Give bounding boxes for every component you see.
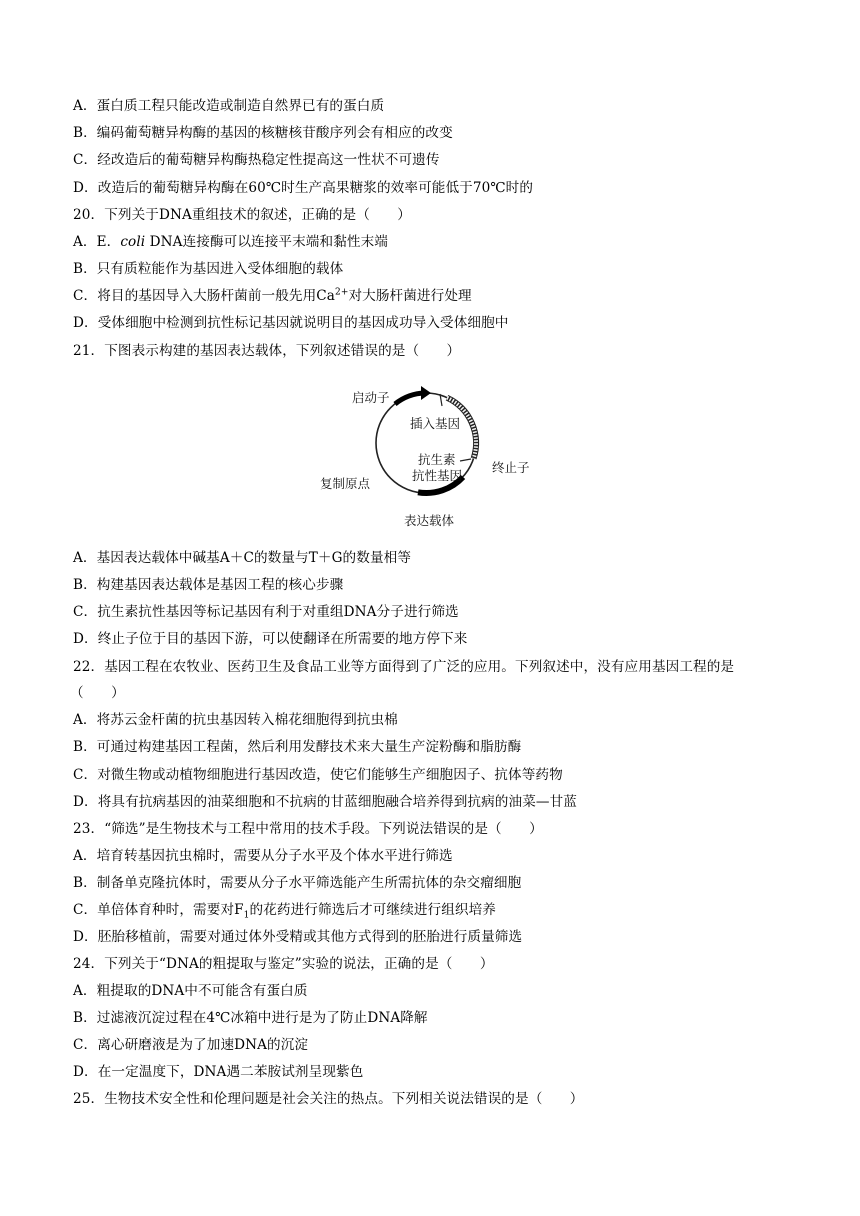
q23-option-a: A．培育转基因抗虫棉时，需要从分子水平及个体水平进行筛选 (73, 848, 453, 864)
promoter-band (395, 393, 425, 404)
label-resistance-line1: 抗生素 (418, 452, 456, 467)
q20-option-a (73, 232, 388, 252)
q22-stem-continuation: （ ） (70, 685, 125, 701)
label-insert-gene: 插入基因 (410, 416, 461, 431)
q22-option-d: D．将具有抗病基因的油菜细胞和不抗病的甘蓝细胞融合培养得到抗病的油菜—甘蓝 (73, 794, 577, 810)
q22-stem: 22．基因工程在农牧业、医药卫生及食品工业等方面得到了广泛的应用。下列叙述中，没有应用基因工程的是 (73, 659, 735, 675)
q23-option-c (73, 900, 496, 920)
q19-option-d: D．改造后的葡萄糖异构酶在60℃时生产高果糖浆的效率可能低于70℃时的 (73, 180, 534, 196)
q20-a-italic: coli (120, 234, 146, 250)
q21-option-c: C．抗生素抗性基因等标记基因有利于对重组DNA分子进行筛选 (73, 604, 459, 620)
q19-option-b: B．编码葡萄糖异构酶的基因的核糖核苷酸序列会有相应的改变 (73, 125, 453, 141)
q24-option-d: D．在一定温度下，DNA遇二苯胺试剂呈现紫色 (73, 1064, 364, 1080)
q22-option-a: A．将苏云金杆菌的抗虫基因转入棉花细胞得到抗虫棉 (73, 712, 398, 728)
q25-stem: 25．生物技术安全性和伦理问题是社会关注的热点。下列相关说法错误的是（ ） (73, 1091, 584, 1107)
q23-c-prefix: C．单倍体育种时，需要对F (73, 902, 244, 918)
q20-c-superscript: 2+ (335, 287, 349, 298)
q21-option-b: B．构建基因表达载体是基因工程的核心步骤 (73, 577, 344, 593)
q22-option-c: C．对微生物或动植物细胞进行基因改造，使它们能够生产细胞因子、抗体等药物 (73, 767, 563, 783)
q23-c-suffix: 的花药进行筛选后才可继续进行组织培养 (249, 902, 496, 918)
label-terminator: 终止子 (492, 460, 530, 475)
q19-option-a: A．蛋白质工程只能改造或制造自然界已有的蛋白质 (73, 98, 385, 114)
q20-option-b: B．只有质粒能作为基因进入受体细胞的载体 (73, 261, 344, 277)
promoter-arrow-icon (421, 386, 431, 400)
expression-vector-diagram (300, 382, 560, 532)
q24-option-a: A．粗提取的DNA中不可能含有蛋白质 (73, 983, 308, 999)
q20-c-suffix: 对大肠杆菌进行处理 (348, 288, 472, 304)
q24-stem: 24．下列关于“DNA的粗提取与鉴定”实验的说法，正确的是（ ） (73, 956, 494, 972)
q21-stem: 21．下图表示构建的基因表达载体，下列叙述错误的是（ ） (73, 343, 461, 359)
q20-a-suffix: DNA连接酶可以连接平末端和黏性末端 (145, 234, 388, 250)
q22-option-b: B．可通过构建基因工程菌，然后利用发酵技术来大量生产淀粉酶和脂肪酶 (73, 739, 522, 755)
q24-option-b: B．过滤液沉淀过程在4℃冰箱中进行是为了防止DNA降解 (73, 1010, 428, 1026)
label-promoter: 启动子 (352, 390, 390, 405)
q23-option-d: D．胚胎移植前，需要对通过体外受精或其他方式得到的胚胎进行质量筛选 (73, 929, 523, 945)
q23-stem: 23．“筛选”是生物技术与工程中常用的技术手段。下列说法错误的是（ ） (73, 821, 543, 837)
q19-option-c: C．经改造后的葡萄糖异构酶热稳定性提高这一性状不可遗传 (73, 152, 440, 168)
q20-a-prefix: A．E． (73, 234, 121, 250)
q23-c-subscript: 1 (243, 910, 250, 921)
q23-option-b: B．制备单克隆抗体时，需要从分子水平筛选能产生所需抗体的杂交瘤细胞 (73, 875, 522, 891)
label-resistance-line2: 抗性基因 (412, 468, 463, 483)
q20-option-c (73, 286, 472, 306)
label-origin: 复制原点 (320, 476, 371, 491)
q20-option-d: D．受体细胞中检测到抗性标记基因就说明目的基因成功导入受体细胞中 (73, 315, 509, 331)
q21-option-d: D．终止子位于目的基因下游，可以使翻译在所需要的地方停下来 (73, 631, 468, 647)
terminator-mark (460, 459, 471, 461)
q21-option-a: A．基因表达载体中碱基A＋C的数量与T＋G的数量相等 (73, 550, 412, 566)
q20-stem: 20．下列关于DNA重组技术的叙述，正确的是（ ） (73, 207, 411, 223)
diagram-caption: 表达载体 (404, 513, 455, 528)
q20-c-prefix: C．将目的基因导入大肠杆菌前一般先用Ca (73, 288, 335, 304)
q24-option-c: C．离心研磨液是为了加速DNA的沉淀 (73, 1037, 309, 1053)
